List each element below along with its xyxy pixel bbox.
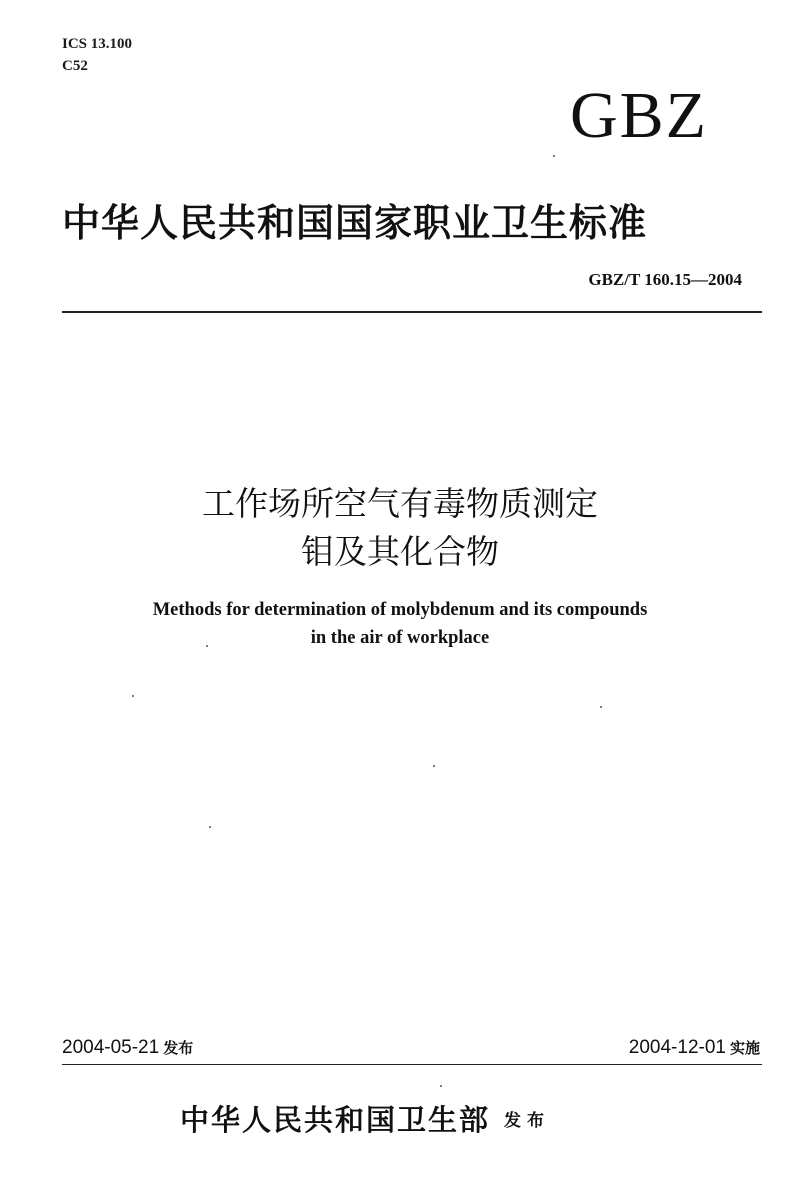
- english-title-line-2: in the air of workplace: [310, 628, 490, 648]
- scan-speck: [600, 706, 602, 708]
- scan-speck: [206, 645, 208, 647]
- ics-code: ICS 13.100: [62, 36, 133, 52]
- publisher-name: 中华人民共和国卫生部: [180, 1103, 491, 1137]
- publisher-block: [180, 1098, 550, 1139]
- scan-speck: [433, 765, 435, 767]
- scan-speck: [132, 695, 134, 697]
- implement-label: 实施: [729, 1039, 760, 1057]
- english-title-line-1: Methods for determination of molybdenum and its compounds: [152, 600, 648, 620]
- scan-speck: [209, 826, 211, 828]
- issue-label: 发布: [163, 1039, 194, 1057]
- standard-category-title: 中华人民共和国国家职业卫生标准: [62, 201, 648, 245]
- footer-divider: [62, 1064, 762, 1065]
- standard-number: GBZ/T 160.15—2004: [588, 270, 742, 289]
- chinese-title-line-2: 钼及其化合物: [301, 532, 499, 571]
- issue-date-block: [62, 1037, 193, 1059]
- gbz-logo: GBZ: [570, 79, 708, 152]
- chinese-title-line-1: 工作场所空气有毒物质测定: [202, 484, 598, 523]
- scan-speck: [553, 155, 555, 157]
- publish-label: 发布: [504, 1111, 551, 1131]
- scan-speck: [440, 1085, 442, 1087]
- issue-date: 2004-05-21: [62, 1037, 160, 1058]
- implement-date-block: [629, 1037, 760, 1059]
- ccs-code: C52: [62, 58, 88, 74]
- header-divider: [62, 311, 762, 313]
- implement-date: 2004-12-01: [628, 1037, 726, 1058]
